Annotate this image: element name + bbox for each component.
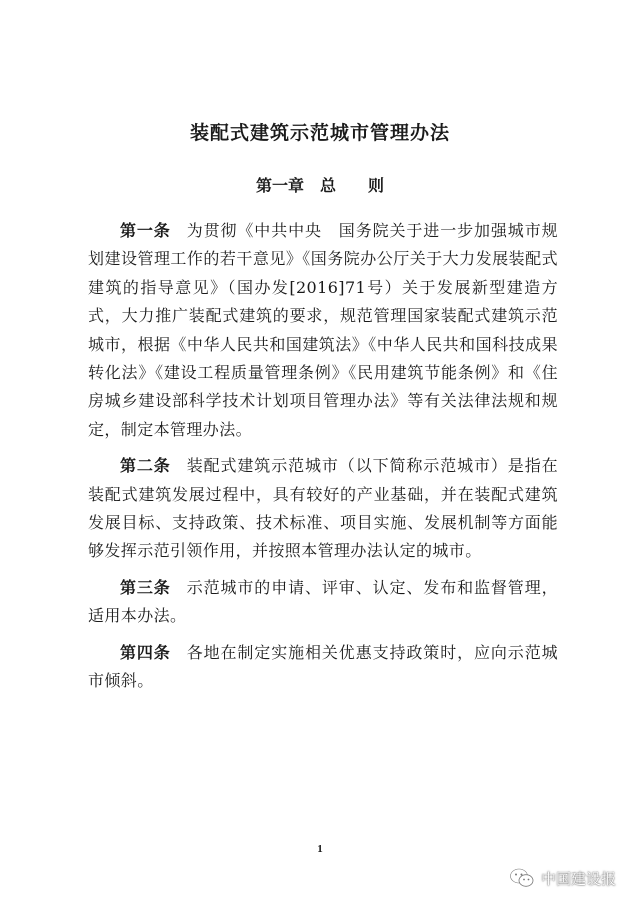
- document-body: [88, 217, 558, 704]
- source-watermark: [509, 867, 616, 889]
- page-number: 1: [317, 843, 323, 855]
- wechat-icon: [509, 867, 535, 889]
- article-3-number: 第三条: [120, 577, 171, 597]
- article-3: [88, 574, 558, 631]
- article-1-text: 为贯彻《中共中央 国务院关于进一步加强城市规划建设管理工作的若干意见》《国务院办公厅关于大力发展装配式建筑的指导意见》（国办发[2016]71号）关于发展新型建造方式，大力推广装配式建筑的要求，规范管理国家装配式建筑示范城市，根据《中华人民共和国建筑法》《中华人民共和国科技成果转化法》《建设工程质量管理条例》《民用建筑节能条例》和《住房城乡建设部科学技术计划项目管理办法》等有关法律法规和规定，制定本管理办法。: [88, 221, 558, 439]
- chapter-heading: 第一章 总 则: [255, 176, 384, 195]
- article-4-number: 第四条: [120, 642, 171, 662]
- article-4: [88, 639, 558, 696]
- article-2-text: 装配式建筑示范城市（以下简称示范城市）是指在装配式建筑发展过程中，具有较好的产业基础，并在装配式建筑发展目标、支持政策、技术标准、项目实施、发展机制等方面能够发挥示范引领作用，并按照本管理办法认定的城市。: [88, 456, 558, 561]
- article-3-text: 示范城市的申请、评审、认定、发布和监督管理，适用本办法。: [88, 577, 558, 626]
- article-1: [88, 217, 558, 444]
- watermark-text: 中国建设报: [540, 869, 616, 888]
- article-4-text: 各地在制定实施相关优惠支持政策时，应向示范城市倾斜。: [88, 642, 558, 691]
- article-2: [88, 452, 558, 566]
- document-title: 装配式建筑示范城市管理办法: [189, 122, 450, 144]
- article-1-number: 第一条: [120, 221, 171, 240]
- article-2-number: 第二条: [120, 456, 171, 476]
